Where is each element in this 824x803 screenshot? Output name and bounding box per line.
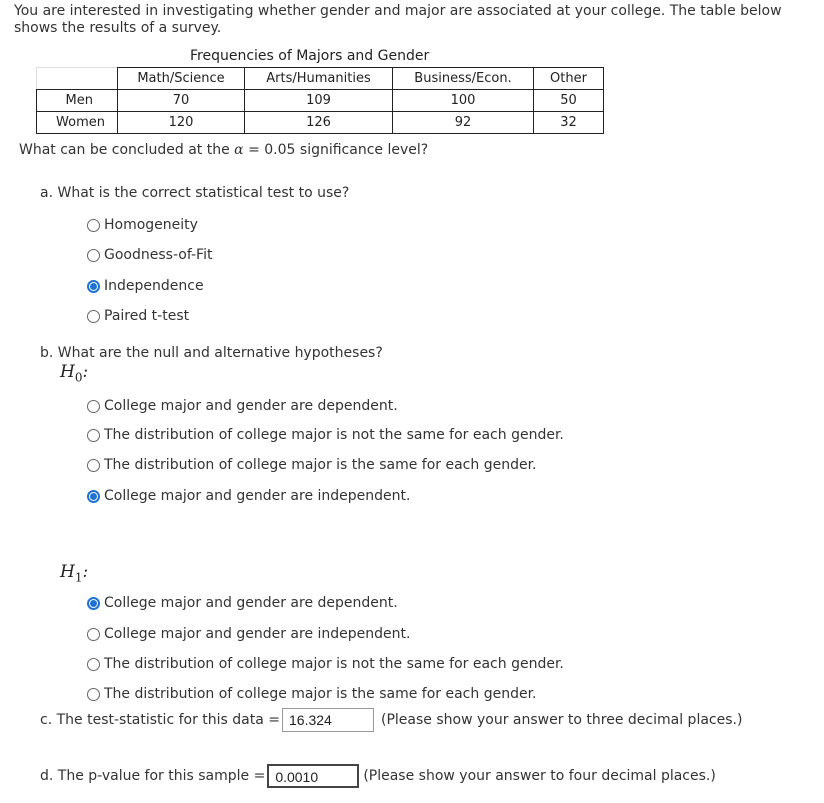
table-corner-cell bbox=[37, 68, 118, 90]
h0-option[interactable] bbox=[87, 455, 537, 475]
option-label: Goodness-of-Fit bbox=[104, 247, 213, 263]
alpha-symbol: α bbox=[234, 142, 244, 158]
radio-button[interactable] bbox=[87, 310, 100, 323]
radio-button[interactable] bbox=[87, 249, 100, 262]
test-option-paired-t-test[interactable] bbox=[87, 306, 189, 326]
table-cell: 120 bbox=[118, 112, 245, 134]
option-label: The distribution of college major is the same for each gender. bbox=[104, 457, 537, 473]
problem-intro: You are interested in investigating whether gender and major are associated at your college. The table below shows the results of a survey. bbox=[14, 3, 782, 36]
radio-button[interactable] bbox=[87, 628, 100, 641]
radio-button-selected[interactable] bbox=[87, 280, 100, 293]
radio-button[interactable] bbox=[87, 658, 100, 671]
part-a-label: a. What is the correct statistical test to use? bbox=[40, 185, 350, 201]
column-header: Math/Science bbox=[118, 68, 245, 90]
table-cell: 32 bbox=[534, 112, 604, 134]
p-value-input[interactable]: 0.0010 bbox=[267, 764, 359, 788]
radio-button[interactable] bbox=[87, 459, 100, 472]
h1-option[interactable] bbox=[87, 684, 537, 704]
part-d-label: d. The p-value for this sample = bbox=[40, 768, 266, 784]
question-text bbox=[19, 142, 428, 158]
h1-subscript: 1 bbox=[74, 570, 83, 585]
h1-option[interactable] bbox=[87, 624, 410, 644]
alternative-hypothesis-label: $H_1$: bbox=[60, 562, 89, 585]
radio-button[interactable] bbox=[87, 219, 100, 232]
question-prefix: What can be concluded at the bbox=[19, 142, 235, 158]
table-row bbox=[37, 90, 604, 112]
part-c-note: (Please show your answer to three decimal places.) bbox=[381, 712, 743, 728]
table-cell: 126 bbox=[245, 112, 393, 134]
table-cell: 109 bbox=[245, 90, 393, 112]
test-statistic-input[interactable]: 16.324 bbox=[282, 708, 374, 732]
part-d-row bbox=[40, 764, 716, 788]
option-label: The distribution of college major is not the same for each gender. bbox=[104, 427, 564, 443]
option-label: Homogeneity bbox=[104, 217, 198, 233]
test-option-homogeneity[interactable] bbox=[87, 215, 198, 235]
option-label: College major and gender are dependent. bbox=[104, 595, 398, 611]
h0-subscript: 0 bbox=[74, 370, 83, 385]
table-header-row bbox=[37, 68, 604, 90]
column-header: Business/Econ. bbox=[393, 68, 534, 90]
test-option-goodness-of-fit[interactable] bbox=[87, 245, 212, 265]
table-cell: 50 bbox=[534, 90, 604, 112]
part-d-note: (Please show your answer to four decimal places.) bbox=[363, 768, 716, 784]
radio-button-selected[interactable] bbox=[87, 597, 100, 610]
option-label: Independence bbox=[104, 278, 204, 294]
h0-option[interactable] bbox=[87, 396, 398, 416]
h1-option[interactable] bbox=[87, 654, 564, 674]
option-label: College major and gender are independent. bbox=[104, 488, 411, 504]
h1-symbol: H bbox=[60, 562, 75, 582]
column-header: Arts/Humanities bbox=[245, 68, 393, 90]
frequency-table bbox=[36, 67, 604, 134]
table-caption: Frequencies of Majors and Gender bbox=[190, 48, 430, 64]
table-cell: 92 bbox=[393, 112, 534, 134]
option-label: College major and gender are independent. bbox=[104, 626, 411, 642]
radio-button[interactable] bbox=[87, 429, 100, 442]
h1-option[interactable] bbox=[87, 593, 398, 613]
row-header: Women bbox=[37, 112, 118, 134]
part-c-label: c. The test-statistic for this data = bbox=[40, 712, 280, 728]
option-label: The distribution of college major is not the same for each gender. bbox=[104, 656, 564, 672]
part-c-row bbox=[40, 708, 742, 732]
null-hypothesis-label: $H_0$: bbox=[60, 362, 89, 385]
h0-symbol: H bbox=[60, 362, 75, 382]
table-row bbox=[37, 112, 604, 134]
h0-option[interactable] bbox=[87, 486, 410, 506]
radio-button[interactable] bbox=[87, 688, 100, 701]
radio-button[interactable] bbox=[87, 400, 100, 413]
part-b-label: b. What are the null and alternative hypotheses? bbox=[40, 345, 383, 361]
table-cell: 70 bbox=[118, 90, 245, 112]
radio-button-selected[interactable] bbox=[87, 490, 100, 503]
option-label: Paired t-test bbox=[104, 308, 190, 324]
row-header: Men bbox=[37, 90, 118, 112]
h0-option[interactable] bbox=[87, 425, 564, 445]
option-label: The distribution of college major is the same for each gender. bbox=[104, 686, 537, 702]
table-cell: 100 bbox=[393, 90, 534, 112]
column-header: Other bbox=[534, 68, 604, 90]
option-label: College major and gender are dependent. bbox=[104, 398, 398, 414]
test-option-independence[interactable] bbox=[87, 276, 204, 296]
question-suffix: = 0.05 significance level? bbox=[243, 142, 429, 158]
